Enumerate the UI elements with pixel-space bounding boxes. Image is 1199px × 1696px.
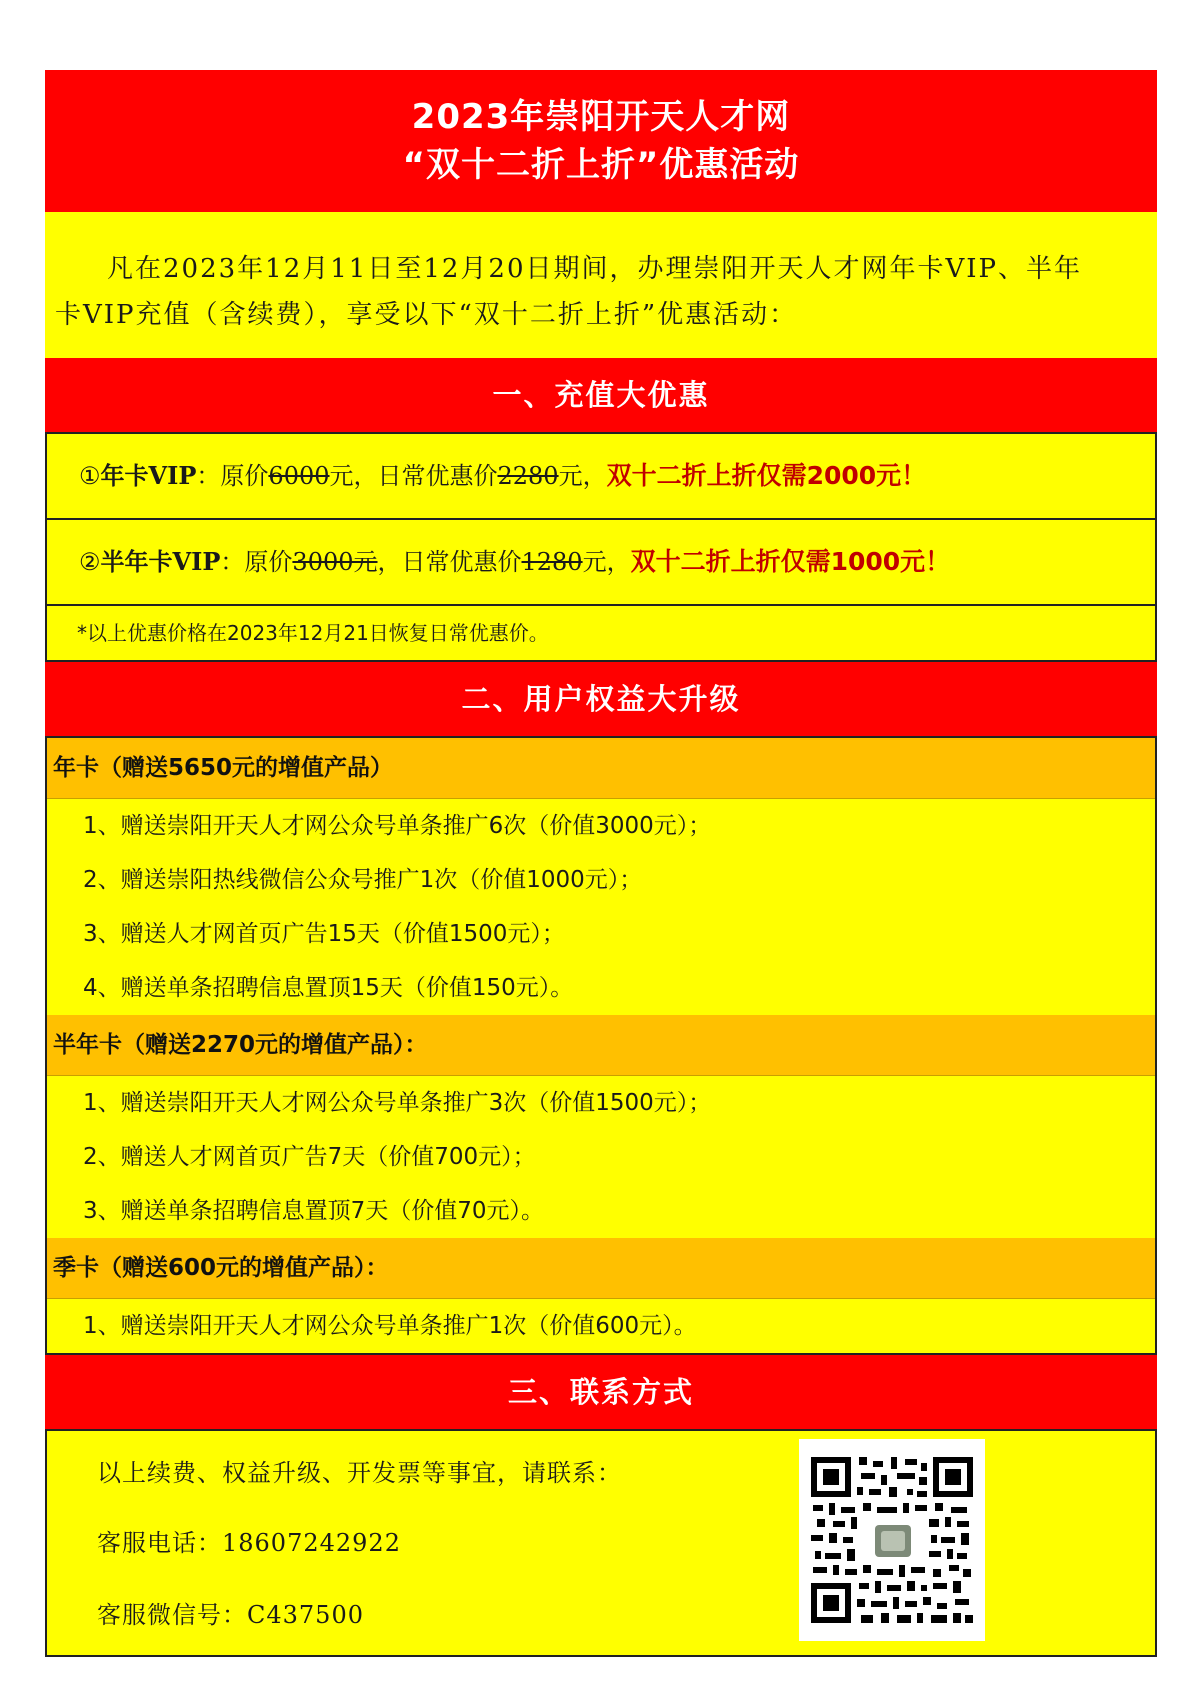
list-item: 3、赠送单条招聘信息置顶7天（价值70元）。 bbox=[83, 1198, 545, 1224]
contact-phone: 客服电话：18607242922 bbox=[97, 1529, 401, 1557]
promo-sheet bbox=[45, 70, 1157, 1657]
offer-annual bbox=[47, 434, 1155, 518]
offer-deal: 双十二折上折仅需2000元！ bbox=[606, 461, 927, 490]
group-halfyear-items bbox=[47, 1076, 1155, 1238]
offer-original-label: ：原价 bbox=[196, 462, 269, 490]
list-item: 1、赠送崇阳开天人才网公众号单条推广6次（价值3000元）； bbox=[83, 813, 712, 839]
title-line-2: “双十二折上折”优惠活动 bbox=[402, 145, 800, 185]
intro-block bbox=[45, 212, 1157, 358]
offers-box bbox=[45, 432, 1157, 662]
offer-daily-label: ，日常优惠价 bbox=[353, 462, 498, 490]
offer-original-unit: 元 bbox=[329, 462, 354, 490]
contact-box bbox=[45, 1429, 1157, 1657]
contact-wechat: 客服微信号：C437500 bbox=[97, 1601, 364, 1629]
group-quarter-items bbox=[47, 1299, 1155, 1353]
section3-heading: 三、联系方式 bbox=[45, 1355, 1157, 1429]
title-line-1: 2023年崇阳开天人才网 bbox=[411, 97, 791, 137]
offer-prefix: ① bbox=[79, 462, 101, 490]
offer-daily-price: 1280 bbox=[521, 548, 583, 576]
wechat-qr-code-icon bbox=[811, 1457, 973, 1623]
qr-code-panel bbox=[799, 1439, 985, 1641]
offer-halfyear bbox=[47, 518, 1155, 604]
section2-heading: 二、用户权益大升级 bbox=[45, 662, 1157, 736]
group-quarter-title: 季卡（赠送600元的增值产品）： bbox=[47, 1238, 1155, 1299]
offer-original-price: 6000 bbox=[268, 462, 330, 490]
offer-name: 年卡VIP bbox=[100, 461, 197, 490]
benefits-box bbox=[45, 736, 1157, 1355]
intro-text-2: 卡VIP充值（含续费），享受以下“双十二折上折”优惠活动： bbox=[55, 300, 798, 330]
group-halfyear-title: 半年卡（赠送2270元的增值产品）： bbox=[47, 1015, 1155, 1076]
list-item: 1、赠送崇阳开天人才网公众号单条推广1次（价值600元）。 bbox=[83, 1313, 697, 1339]
group-annual-title: 年卡（赠送5650元的增值产品） bbox=[47, 738, 1155, 799]
price-note: *以上优惠价格在2023年12月21日恢复日常优惠价。 bbox=[47, 604, 1155, 660]
offer-daily-price: 2280 bbox=[497, 462, 559, 490]
offer-prefix: ② bbox=[79, 548, 101, 576]
section1-heading: 一、充值大优惠 bbox=[45, 358, 1157, 432]
list-item: 3、赠送人才网首页广告15天（价值1500元）； bbox=[83, 921, 565, 947]
list-item: 2、赠送崇阳热线微信公众号推广1次（价值1000元）； bbox=[83, 867, 643, 893]
offer-name: 半年卡VIP bbox=[100, 547, 221, 576]
contact-lead: 以上续费、权益升级、开发票等事宜，请联系： bbox=[97, 1459, 622, 1487]
title-banner bbox=[45, 70, 1157, 212]
list-item: 2、赠送人才网首页广告7天（价值700元）； bbox=[83, 1144, 536, 1170]
list-item: 4、赠送单条招聘信息置顶15天（价值150元）。 bbox=[83, 975, 574, 1001]
intro-text-1: 凡在2023年12月11日至12月20日期间，办理崇阳开天人才网年卡VIP、半年 bbox=[107, 254, 1083, 284]
offer-original-price: 3000元 bbox=[292, 548, 378, 576]
list-item: 1、赠送崇阳开天人才网公众号单条推广3次（价值1500元）； bbox=[83, 1090, 712, 1116]
offer-daily-unit: 元， bbox=[582, 548, 631, 576]
offer-daily-unit: 元， bbox=[558, 462, 607, 490]
offer-deal: 双十二折上折仅需1000元！ bbox=[630, 547, 951, 576]
offer-original-label: ：原价 bbox=[220, 548, 293, 576]
group-annual-items bbox=[47, 799, 1155, 1015]
offer-daily-label: ，日常优惠价 bbox=[377, 548, 522, 576]
